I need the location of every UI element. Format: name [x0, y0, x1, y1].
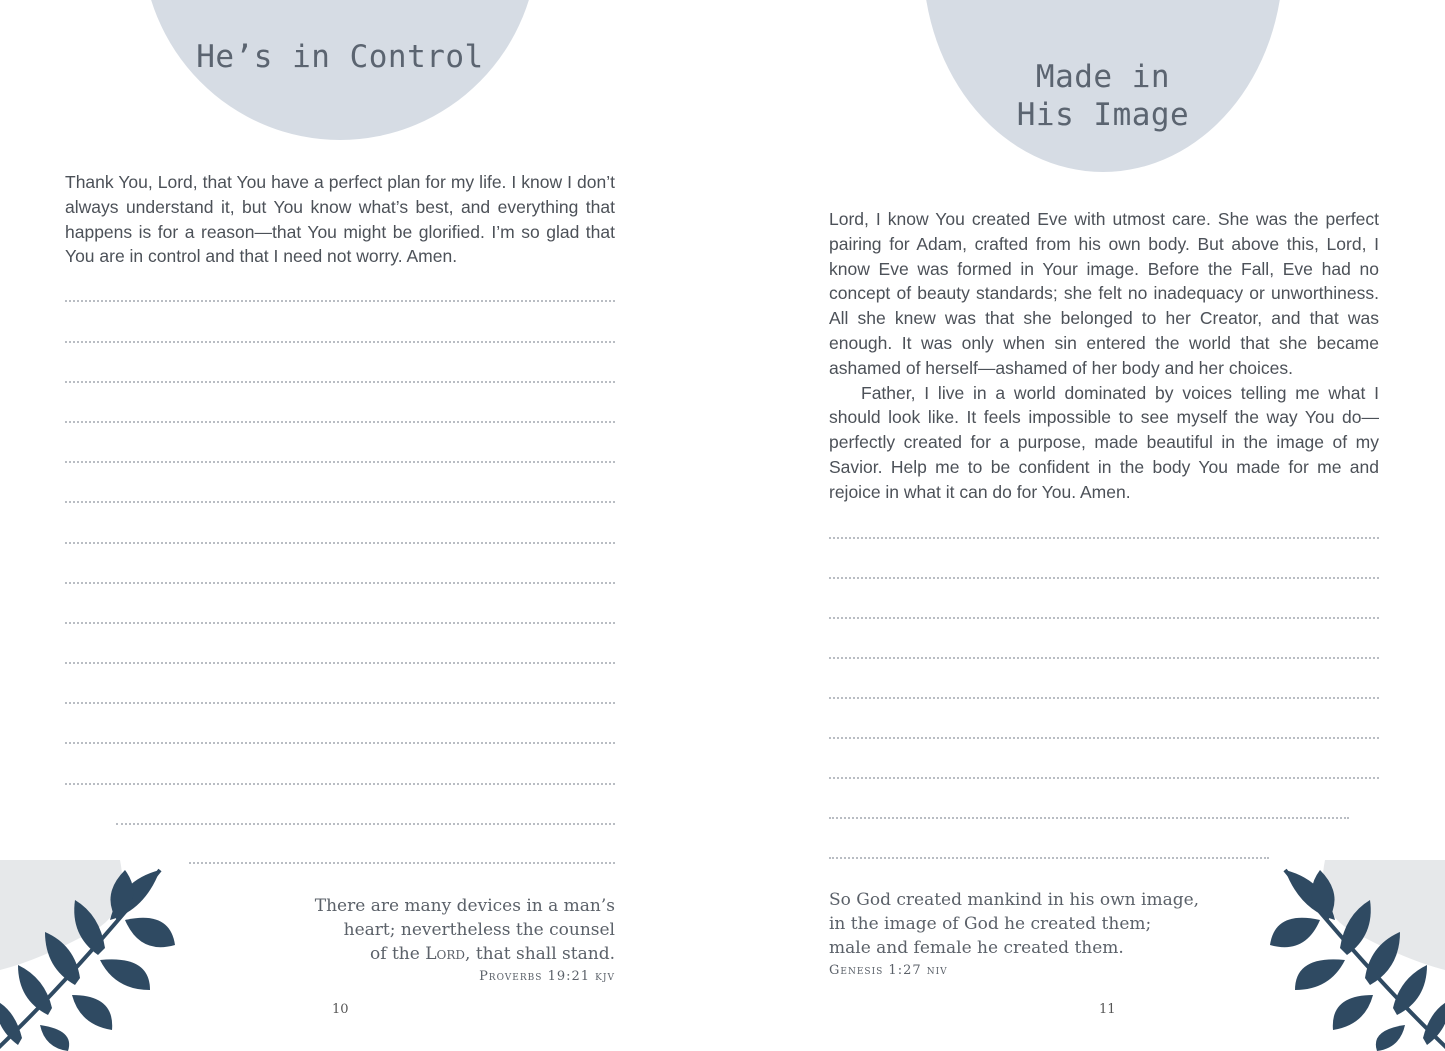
scripture-verse [829, 888, 1249, 982]
page-title [1017, 58, 1189, 134]
verse-line: So God created mankind in his own image, [829, 890, 1200, 910]
journal-line[interactable] [65, 461, 615, 463]
journal-line[interactable] [65, 742, 615, 744]
verse-line: male and female he created them. [829, 938, 1124, 958]
journal-line[interactable] [65, 582, 615, 584]
leaf-branch-icon [1245, 860, 1445, 1051]
left-page [0, 0, 722, 1051]
journal-line[interactable] [829, 857, 1269, 859]
journal-line[interactable] [829, 577, 1379, 579]
journal-line[interactable] [65, 341, 615, 343]
journal-line[interactable] [65, 381, 615, 383]
prayer-text [65, 170, 615, 269]
journal-line[interactable] [65, 300, 615, 302]
page-number: 10 [332, 1002, 349, 1017]
journal-line[interactable] [65, 662, 615, 664]
prayer-paragraph: Thank You, Lord, that You have a perfect plan for my life. I know I don’t always understand it, but You know what’s best, and everything that happens is for a reason—that You might be glorified. I’m so glad that You are in control and that I need not worry. Amen. [65, 172, 615, 267]
journal-line[interactable] [829, 617, 1379, 619]
prayer-paragraph: Father, I live in a world dominated by voices telling me what I should look like. It feels impossible to see myself the way You do—perfectly created for a purpose, made beautiful in the image of my Savior. Help me to be confident in the body You made for me and rejoice in what it can do for You. Amen. [829, 382, 1379, 502]
verse-reference: Genesis 1:27 niv [829, 963, 948, 978]
journal-line[interactable] [829, 657, 1379, 659]
journal-line[interactable] [829, 817, 1349, 819]
title-shape [923, 0, 1283, 172]
verse-reference: Proverbs 19:21 kjv [479, 969, 615, 984]
journal-line[interactable] [829, 697, 1379, 699]
journal-line[interactable] [65, 542, 615, 544]
title-shape [142, 0, 538, 140]
journal-line[interactable] [65, 702, 615, 704]
title-line: Made in [1035, 59, 1171, 95]
journal-line[interactable] [189, 862, 615, 864]
journal-line[interactable] [65, 783, 615, 785]
journal-line[interactable] [829, 777, 1379, 779]
lord-smallcaps: Lord [425, 944, 466, 964]
journal-line[interactable] [65, 501, 615, 503]
verse-line: There are many devices in a man’s [314, 896, 615, 916]
journal-line[interactable] [829, 537, 1379, 539]
prayer-paragraph: Lord, I know You created Eve with utmost care. She was the perfect pairing for Adam, crafted from his own body. But above this, Lord, I know Eve was formed in Your image. Before the Fall, Eve had no concept of beauty standards; she felt no inadequacy or unworthiness. All she knew was that she belonged to her Creator, and that was enough. It was only when sin entered the world that she became ashamed of herself—ashamed of her body and her choices. [829, 209, 1379, 378]
title-line: His Image [1016, 97, 1190, 133]
verse-line: heart; nevertheless the counsel [343, 920, 615, 940]
journal-line[interactable] [65, 622, 615, 624]
journal-line[interactable] [829, 737, 1379, 739]
prayer-text [829, 207, 1379, 505]
journal-line[interactable] [116, 823, 615, 825]
right-page [723, 0, 1445, 1051]
page-title: He’s in Control [196, 39, 484, 75]
page-number: 11 [1099, 1002, 1116, 1017]
scripture-verse [215, 894, 615, 988]
verse-line: in the image of God he created them; [829, 914, 1152, 934]
verse-line: of the Lord, that shall stand. [370, 944, 615, 964]
journal-line[interactable] [65, 421, 615, 423]
leaf-branch-icon [0, 860, 200, 1051]
